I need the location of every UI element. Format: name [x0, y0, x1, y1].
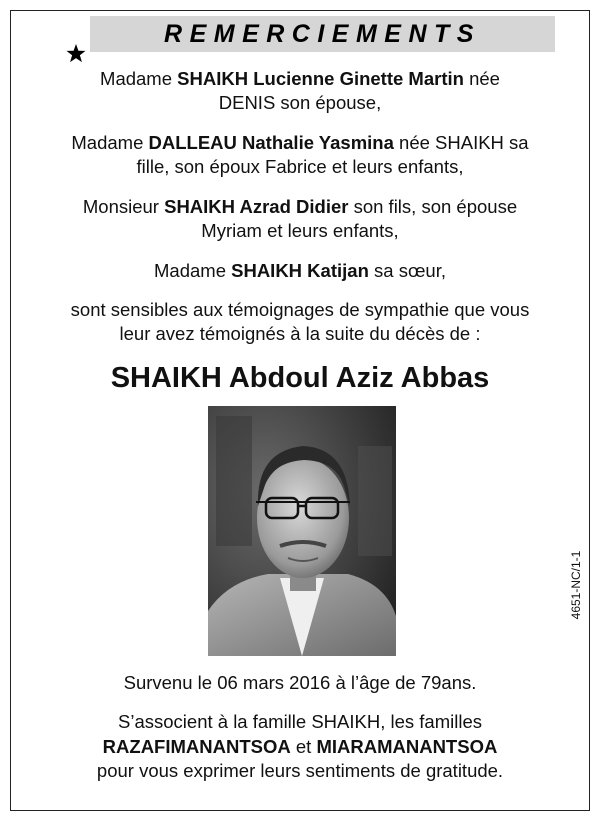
family-line-1b: DENIS son épouse, [218, 92, 382, 113]
reference-code: 4651-NC/1-1 [569, 550, 583, 620]
page-title: REMERCIEMENTS [164, 19, 481, 48]
portrait-photo [208, 406, 396, 656]
title-banner [90, 16, 555, 52]
closing-line-3: pour vous exprimer leurs sentiments de gratitude. [96, 760, 504, 781]
deceased-name: SHAIKH Abdoul Aziz Abbas [110, 362, 490, 394]
family-line-1: Madame SHAIKH Lucienne Ginette Martin née [100, 68, 500, 89]
closing-families: RAZAFIMANANTSOA et MIARAMANANTSOA [102, 736, 498, 757]
family-line-3: Monsieur SHAIKH Azrad Didier son fils, son épouse [82, 196, 518, 217]
family-line-4: Madame SHAIKH Katijan sa sœur, [154, 260, 446, 281]
family-line-2: Madame DALLEAU Nathalie Yasmina née SHAIKH sa [71, 132, 529, 153]
sympathy-line-1: sont sensibles aux témoignages de sympathie que vous [70, 299, 530, 320]
closing-line-1: S’associent à la famille SHAIKH, les familles [118, 711, 482, 732]
family-line-2b: fille, son époux Fabrice et leurs enfants, [136, 156, 464, 177]
family-line-3b: Myriam et leurs enfants, [201, 220, 399, 241]
sympathy-line-2: leur avez témoignés à la suite du décès de : [119, 323, 481, 344]
death-date: 06 mars 2016 [217, 672, 331, 693]
death-info: Survenu le 06 mars 2016 à l’âge de 79ans. [123, 672, 477, 693]
